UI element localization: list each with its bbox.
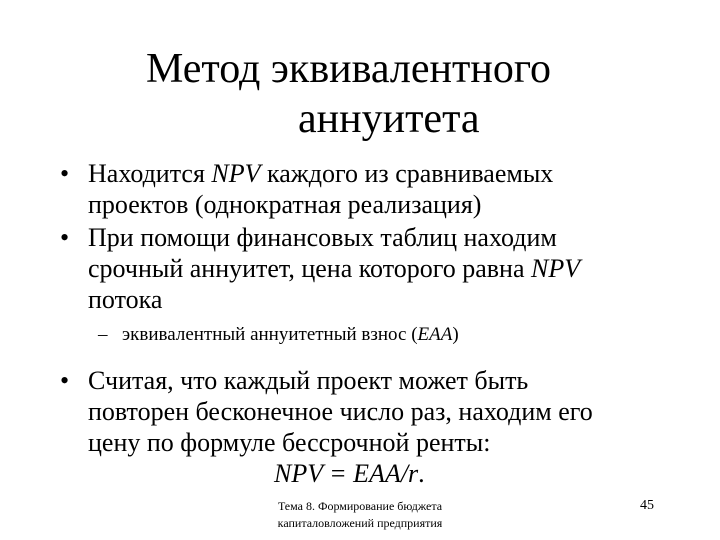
formula-expression: NPV = EAA/r [274, 459, 419, 488]
bullet3-line-1: Считая, что каждый проект может быть [88, 366, 529, 395]
bullet-list [40, 158, 680, 489]
footer-line-1: Тема 8. Формирование бюджета [277, 499, 443, 513]
title-line-2: аннуитета [298, 96, 480, 142]
bullet-marker: • [60, 366, 70, 395]
bullet-item-npv [40, 158, 680, 220]
bullet1-text-a: Находится [88, 159, 212, 188]
sub-bullet-text: эквивалентный аннуитетный взнос ( [122, 324, 418, 345]
formula [88, 458, 680, 489]
bullet-marker: • [60, 223, 70, 252]
bullet-item-annuity [40, 222, 680, 315]
bullet-item-perpetuity [40, 365, 680, 489]
bullet3-line-2: повторен бесконечное число раз, находим его [88, 397, 593, 426]
bullet2-npv-term: NPV [531, 254, 581, 283]
sub-bullet-marker: – [98, 324, 108, 345]
page-number: 45 [640, 498, 654, 513]
sub-bullet-eaa [40, 323, 680, 347]
footer-line-2: капиталовложений предприятия [277, 516, 443, 530]
footer-topic [232, 498, 488, 532]
bullet3-line-3: цену по формуле бессрочной ренты: [88, 428, 491, 457]
bullet2-line-2 [88, 253, 680, 284]
sub-bullet-eaa-term: EAA [417, 324, 453, 345]
sub-bullet-close: ) [452, 324, 459, 345]
bullet1-npv-term: NPV [211, 159, 261, 188]
title-line-1: Метод эквивалентного [146, 46, 552, 92]
bullet2-line-3: потока [88, 285, 163, 314]
bullet-marker: • [60, 159, 70, 188]
slide-title [0, 44, 720, 144]
bullet1-line-2: проектов (однократная реализация) [88, 190, 482, 219]
bullet2-text-a: срочный аннуитет, цена которого равна [88, 254, 532, 283]
bullet2-line-1: При помощи финансовых таблиц находим [88, 223, 557, 252]
bullet1-text-b: каждого из сравниваемых [260, 159, 554, 188]
formula-period: . [418, 459, 425, 488]
bullet1-line-1 [88, 158, 680, 189]
